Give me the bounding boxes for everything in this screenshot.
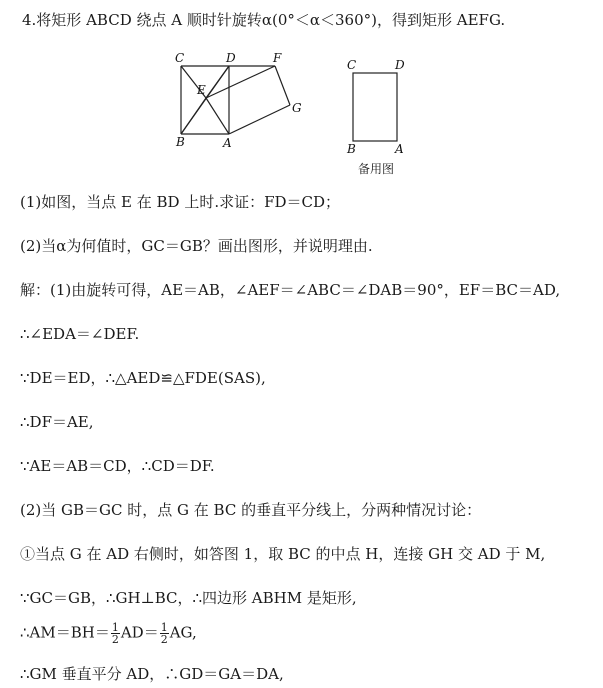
edge-ae — [206, 98, 229, 134]
label-e: E — [197, 83, 206, 97]
solution-line-9 — [20, 622, 197, 645]
label-g: G — [292, 101, 302, 115]
edge-fg — [275, 66, 290, 105]
spare-figure-caption: 备用图 — [358, 162, 395, 176]
solution-line-1: 解：(1)由旋转可得，AE＝AB，∠AEF＝∠ABC＝∠DAB＝90°，EF＝BC＝AD, — [20, 281, 561, 299]
solution-line-7: ①当点 G 在 AD 右侧时，如答图 1，取 BC 的中点 H，连接 GH 交 AD 于 M, — [20, 545, 546, 563]
spare-label-b: B — [347, 142, 356, 155]
label-c: C — [175, 51, 185, 65]
segment-be — [181, 98, 206, 134]
spare-label-a: A — [395, 142, 404, 155]
solution-line-9-mid: AD＝ — [120, 623, 159, 642]
spare-figure — [340, 55, 410, 155]
fraction-denominator-2: 2 — [160, 633, 168, 646]
spare-label-c: C — [347, 58, 357, 72]
edge-ef — [206, 66, 275, 98]
edge-ga — [229, 105, 290, 134]
question-part-1: (1)如图，当点 E 在 BD 上时.求证：FD＝CD； — [20, 193, 341, 211]
label-d: D — [226, 51, 236, 65]
fraction-numerator: 1 — [111, 621, 119, 634]
solution-line-5: ∵AE＝AB＝CD，∴CD＝DF. — [20, 457, 215, 475]
label-f: F — [273, 51, 282, 65]
label-a: A — [223, 136, 232, 148]
spare-rectangle — [353, 73, 397, 141]
label-b: B — [176, 135, 185, 148]
spare-label-d: D — [395, 58, 405, 72]
solution-line-4: ∴DF＝AE, — [20, 413, 94, 431]
main-figure — [165, 48, 325, 148]
question-part-2: (2)当α为何值时，GC＝GB？画出图形，并说明理由. — [20, 237, 373, 255]
solution-line-9-post: AG, — [169, 623, 197, 642]
solution-line-2: ∴∠EDA＝∠DEF. — [20, 325, 140, 343]
fraction-one-half — [111, 622, 120, 645]
solution-line-6: (2)当 GB＝GC 时，点 G 在 BC 的垂直平分线上，分两种情况讨论： — [20, 501, 482, 519]
solution-line-9-pre: ∴AM＝BH＝ — [20, 623, 110, 642]
solution-line-10: ∴GM 垂直平分 AD，∴GD＝GA＝DA, — [20, 665, 284, 683]
solution-line-8: ∵GC＝GB，∴GH⊥BC，∴四边形 ABHM 是矩形, — [20, 589, 357, 607]
fraction-denominator: 2 — [111, 633, 119, 646]
solution-line-3: ∵DE＝ED，∴△AED≌△FDE(SAS), — [20, 369, 266, 387]
problem-statement: 4.将矩形 ABCD 绕点 A 顺时针旋转α(0°＜α＜360°)，得到矩形 AEFG. — [22, 11, 506, 29]
fraction-one-half-2 — [160, 622, 169, 645]
fraction-numerator-2: 1 — [160, 621, 168, 634]
